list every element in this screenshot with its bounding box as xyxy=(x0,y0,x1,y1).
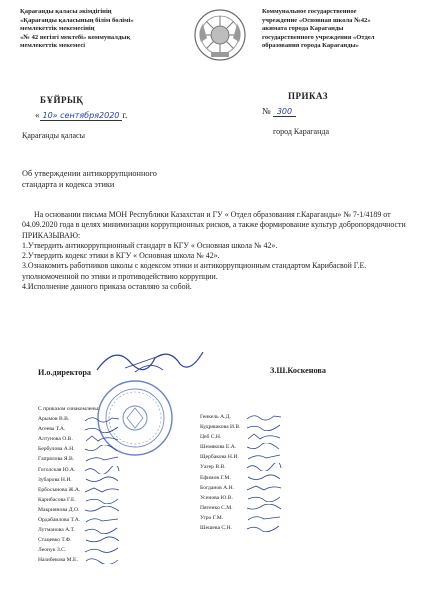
number-handwritten: 300 xyxy=(273,107,296,117)
list-item: Кудряшкова И.В. xyxy=(200,422,330,432)
list-item: Арымов В.В. xyxy=(38,414,178,424)
list-item: Леонук З.С. xyxy=(38,545,178,555)
body-paragraph: На основании письма МОН Республики Казахстан и ГУ « Отдел образования г.Караганды» № 7-1/4189 от 04.09.2020 года в целях минимизации коррупционных рисков, а также формирование культур добропорядочности ПРИКАЗЫВАЮ: xyxy=(22,210,406,240)
signature-name: З.Ш.Коскенова xyxy=(270,366,326,375)
header-line: «№ 42 негізгі мектебі» коммуналдық xyxy=(20,33,131,41)
list-item: Уагер В.В. xyxy=(200,462,330,472)
acknowledgment-left xyxy=(38,404,178,566)
signature-icon xyxy=(84,415,120,423)
director-signature-icon xyxy=(95,340,205,380)
signature-icon xyxy=(84,486,120,494)
document-body xyxy=(22,210,412,292)
body-paragraph: 3.Ознакомить работников школы с кодексом этики и антикоррупционным стандартом Карибасвой Г.Е. уполномоченной по этики и противодействию коррупции. xyxy=(22,261,367,281)
list-item: Ербосынова Ж.А. xyxy=(38,485,178,495)
signature-icon xyxy=(246,453,282,461)
body-paragraph: 2.Утвердить кодекс этики в КГУ « Основная школа № 42». xyxy=(22,251,220,261)
signature-icon xyxy=(84,526,120,534)
order-date xyxy=(35,110,127,120)
list-item: Щербакова Н.И. xyxy=(200,452,330,462)
title-line: Об утверждении антикоррупционного xyxy=(22,169,157,178)
signature-icon xyxy=(246,484,282,492)
header-line: «Қарағанды қаласының білім бөлімі» xyxy=(20,16,134,24)
list-item: Зубарова Н.И. xyxy=(38,475,178,485)
date-prefix: « xyxy=(35,110,40,120)
signature-icon xyxy=(84,496,120,504)
list-item: Угро Г.М. xyxy=(200,513,330,523)
signature-icon xyxy=(246,433,282,441)
list-item: Цеб С.Н. xyxy=(200,432,330,442)
header-line: Коммунальное государственное xyxy=(262,8,357,15)
signature-icon xyxy=(246,504,282,512)
list-item: Гапрялова Я.В. xyxy=(38,454,178,464)
signature-icon xyxy=(84,546,120,554)
header-line: акимата города Караганды xyxy=(262,25,344,33)
list-item: Гоголская Ю.А. xyxy=(38,465,178,475)
header-kazakh xyxy=(20,8,180,51)
date-handwritten: 10» сентября2020 xyxy=(40,111,123,121)
state-emblem-icon xyxy=(193,8,247,62)
signature-position: И.о.директора xyxy=(38,368,91,377)
signature-icon xyxy=(246,423,282,431)
list-item: Бербулова А.Н. xyxy=(38,444,178,454)
signature-icon xyxy=(246,443,282,451)
body-paragraph: 4.Исполнение данного приказа оставляю за собой. xyxy=(22,282,192,292)
signature-icon xyxy=(84,536,120,544)
signature-icon xyxy=(246,463,282,471)
ack-heading: С приказом ознакомлены: xyxy=(38,406,100,412)
number-prefix: № xyxy=(262,106,271,116)
signature-icon xyxy=(246,524,282,532)
list-item: Агеева Т.А. xyxy=(38,424,178,434)
list-item: Карибасова Г.Е. xyxy=(38,495,178,505)
signature-icon xyxy=(246,494,282,502)
header-line: государственного учреждения «Отдел xyxy=(262,33,375,41)
list-item: Богданов А.Н. xyxy=(200,483,330,493)
list-item: Усенова Ю.В. xyxy=(200,493,330,503)
order-number xyxy=(262,106,296,116)
list-item: Пятенко С.М. xyxy=(200,503,330,513)
list-item: Алтунова О.В. xyxy=(38,434,178,444)
list-item: Стацевко Т.Ф. xyxy=(38,535,178,545)
title-line: стандарта и кодекса этики xyxy=(22,180,115,189)
signature-icon xyxy=(84,506,120,514)
order-label-ru: ПРИКАЗ xyxy=(288,91,329,101)
header-russian xyxy=(262,8,422,51)
list-item: Генкель А.Д. xyxy=(200,412,330,422)
header-line: образования города Караганды» xyxy=(262,42,359,50)
list-item: Назибекова М.Е. xyxy=(38,555,178,565)
order-label-kz: БҰЙРЫҚ xyxy=(40,95,84,105)
signature-icon xyxy=(84,445,120,453)
acknowledgment-right xyxy=(200,412,330,533)
signature-icon xyxy=(246,474,282,482)
list-item: Шемякова Е.А. xyxy=(200,442,330,452)
city-ru: город Караганда xyxy=(273,127,329,136)
signature-icon xyxy=(84,556,120,564)
list-item: Шешева С.Н. xyxy=(200,523,330,533)
signature-icon xyxy=(84,466,120,474)
signature-icon xyxy=(84,455,120,463)
signature-icon xyxy=(84,425,120,433)
signature-icon xyxy=(84,476,120,484)
list-item: Ефимов Г.М. xyxy=(200,473,330,483)
signature-icon xyxy=(246,514,282,522)
header-line: мемлекеттік мекемесінің xyxy=(20,25,95,33)
signature-icon xyxy=(246,413,282,421)
list-item: Ордабаилова Т.А. xyxy=(38,515,178,525)
list-item: Макриянова Д.О. xyxy=(38,505,178,515)
date-suffix: г. xyxy=(122,110,128,120)
signature-icon xyxy=(84,435,120,443)
body-paragraph: 1.Утвердить антикоррупционный стандарт в КГУ « Основная школа № 42». xyxy=(22,240,278,250)
header-line: мемлекеттік мекемесі xyxy=(20,42,86,50)
list-item: Лутманова А.Т. xyxy=(38,525,178,535)
signature-icon xyxy=(84,516,120,524)
header-line: учреждение «Основная школа №42» xyxy=(262,16,371,24)
document-title xyxy=(22,168,242,190)
city-kz: Қарағанды қаласы xyxy=(22,131,85,140)
header-line: Қарағанды қаласы әкімдігінің xyxy=(20,8,112,15)
